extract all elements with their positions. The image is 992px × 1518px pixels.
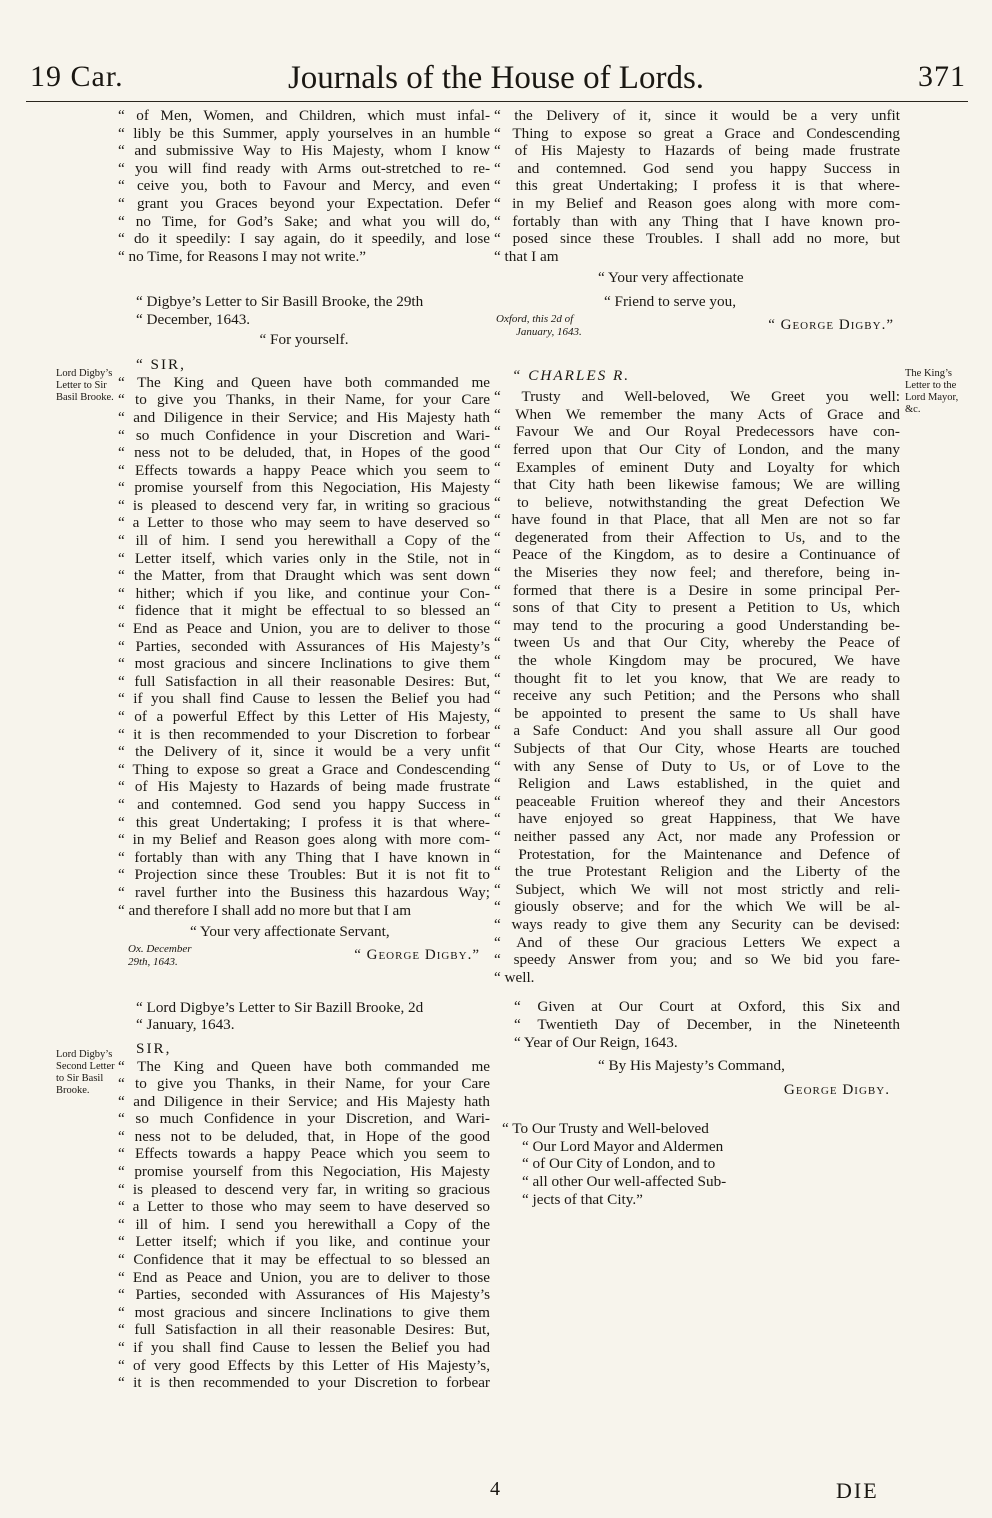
text-line: “ promise yourself from this Negociation, His Majesty bbox=[118, 479, 490, 497]
text-line: “ Year of Our Reign, 1643. bbox=[514, 1033, 678, 1051]
text-line: “ Parties, seconded with Assurances of His Majesty’s bbox=[118, 1286, 490, 1304]
text-line: “ ill of him. I send you herewithall a Copy of the bbox=[118, 532, 490, 550]
margin-note-left-1: Lord Digby’s Letter to Sir Basil Brooke. bbox=[56, 368, 114, 403]
catchword: DIE bbox=[836, 1478, 879, 1503]
text-line: “ all other Our well-affected Sub- bbox=[522, 1173, 727, 1191]
text-line: “ Projection since these Troubles: But it is not fit to bbox=[118, 866, 490, 884]
right-sign-row bbox=[494, 311, 900, 345]
text-line: “ Religion and Laws established, in the quiet and bbox=[494, 775, 900, 793]
text-line: “ so much Confidence in your Discretion and Wari- bbox=[118, 426, 490, 444]
text-line: “ Subject, which We will not most strictly and reli- bbox=[494, 880, 900, 898]
text-line: “ of His Majesty to Hazards of being made frustrate bbox=[494, 142, 900, 160]
text-line: “ thought fit to let you know, that We are ready to bbox=[494, 669, 900, 687]
letter1-date: Ox. December 29th, 1643. bbox=[128, 942, 192, 968]
text-line: “ Thing to expose so great a Grace and Condescending bbox=[118, 760, 490, 778]
margin-note-right-1: The King’s Letter to the Lord Mayor, &c. bbox=[905, 368, 959, 415]
text-line: “ the Miseries they now feel; and therefore, being in- bbox=[494, 564, 900, 582]
text-line: “ if you shall find Cause to lessen the Belief you had bbox=[118, 1339, 490, 1356]
text-line: “ this great Undertaking; I profess it is that where- bbox=[494, 177, 900, 195]
text-line: “ Letter itself, which varies only in the Stile, not in bbox=[118, 549, 490, 567]
letter1-body bbox=[118, 374, 490, 919]
text-line: “ ceive you, both to Favour and Mercy, and even bbox=[118, 177, 490, 195]
text-line: “ sons of that City to present a Petition to Us, which bbox=[494, 599, 900, 617]
text-line: “ posed since these Troubles. I shall add no more, but bbox=[494, 230, 900, 248]
letter2-body bbox=[118, 1058, 490, 1392]
text-line: “ the Delivery of it, since it would be a very unfit bbox=[494, 107, 900, 124]
royal-letter-command: “ By His Majesty’s Command, bbox=[598, 1057, 785, 1075]
text-line: “ most gracious and sincere Inclinations to give them bbox=[118, 655, 490, 673]
text-line: “ of Men, Women, and Children, which must infal- bbox=[118, 107, 490, 124]
text-line: “ most gracious and sincere Inclinations to give them bbox=[118, 1303, 490, 1321]
text-line: “ jects of that City.” bbox=[522, 1190, 643, 1208]
signature-mark: 4 bbox=[490, 1478, 500, 1500]
text-line: “ you will find ready with Arms out-stretched to re- bbox=[118, 159, 490, 177]
text-line: “ neither passed any Act, nor made any Profession or bbox=[494, 827, 900, 845]
text-line: “ ness not to be deluded, that, in Hope of the good bbox=[118, 1127, 490, 1145]
text-line: “ to believe, notwithstanding the great Defection We bbox=[494, 493, 900, 511]
text-line: “ fortably than with any Thing that I have known pro- bbox=[494, 212, 900, 230]
header-title: Journals of the House of Lords. bbox=[287, 60, 705, 96]
text-line: “ And of these Our gracious Letters We expect a bbox=[494, 933, 900, 951]
text-line: “ is pleased to descend very far, in writing so gracious bbox=[118, 1180, 490, 1198]
royal-letter-given bbox=[494, 998, 900, 1051]
text-line: “ Thing to expose so great a Grace and Condescending bbox=[494, 124, 900, 142]
text-line: “ Given at Our Court at Oxford, this Six and bbox=[514, 998, 900, 1016]
left-continuation bbox=[118, 107, 490, 265]
text-line: “ a Letter to those who may seem to have deserved so bbox=[118, 1198, 490, 1216]
text-line: “ so much Confidence in your Discretion, and Wari- bbox=[118, 1110, 490, 1128]
text-line: “ and submissive Way to His Majesty, whom I know bbox=[118, 142, 490, 160]
royal-letter-address bbox=[494, 1120, 900, 1208]
text-line: “ The King and Queen have both commanded me bbox=[118, 1057, 490, 1075]
letter1-closing: “ Your very affectionate Servant, bbox=[190, 923, 390, 941]
text-line: “ the true Protestant Religion and the Liberty of the bbox=[494, 863, 900, 881]
text-line: “ End as Peace and Union, you are to deliver to those bbox=[118, 620, 490, 638]
text-line: “ Favour We and Our Royal Predecessors have con- bbox=[494, 423, 900, 441]
header-regnal-year: 19 Car. bbox=[30, 60, 124, 93]
text-line: “ of Our City of London, and to bbox=[522, 1155, 716, 1173]
text-line: “ giously observe; and for the which We will be al- bbox=[494, 898, 900, 916]
text-line: “ and contemned. God send you happy Success in bbox=[494, 159, 900, 177]
text-line: “ in my Belief and Reason goes along with more com- bbox=[118, 831, 490, 849]
text-line: “ a Letter to those who may seem to have deserved so bbox=[118, 514, 490, 532]
text-line: “ no Time, for God’s Sake; and what you will do, bbox=[118, 212, 490, 230]
text-line: “ if you shall find Cause to lessen the Belief you had bbox=[118, 690, 490, 708]
text-line: “ grant you Graces beyond your Expectation. Defer bbox=[118, 194, 490, 212]
letter1-salutation: “ SIR, bbox=[136, 356, 186, 374]
margin-note-left-2: Lord Digby’s Second Letter to Sir Basil Brooke. bbox=[56, 1049, 115, 1096]
text-line: “ Twentieth Day of December, in the Nineteenth bbox=[514, 1015, 900, 1033]
text-line: “ full Satisfaction in all their reasonable Desires: But, bbox=[118, 672, 490, 690]
header-rule bbox=[26, 101, 968, 102]
text-line: “ it is then recommended to your Discretion to forbear bbox=[118, 725, 490, 743]
letter1-sign-row bbox=[118, 941, 490, 975]
text-line: “ a Safe Conduct: And you shall assure all Our good bbox=[494, 722, 900, 740]
text-line: “ The King and Queen have both commanded me bbox=[118, 373, 490, 391]
text-line: “ to give you Thanks, in their Name, for your Care bbox=[118, 1075, 490, 1093]
text-line: “ and contemned. God send you happy Success in bbox=[118, 795, 490, 813]
text-line: “ that City hath been likewise famous; We are willing bbox=[494, 476, 900, 494]
text-line: “ be appointed to present the same to Us shall have bbox=[494, 704, 900, 722]
royal-letter-body bbox=[494, 388, 900, 986]
left-column bbox=[118, 107, 490, 1392]
text-line: “ of very good Effects by this Letter of His Majesty’s, bbox=[118, 1356, 490, 1374]
text-line: “ may tend to the procuring a good Understanding be- bbox=[494, 616, 900, 634]
royal-letter-salutation: “ CHARLES R. bbox=[512, 366, 631, 384]
text-line: “ of a powerful Effect by this Letter of His Majesty, bbox=[118, 708, 490, 725]
royal-letter-signature: George Digby. bbox=[783, 1080, 890, 1098]
right-letter-date: Oxford, this 2d of January, 1643. bbox=[496, 312, 582, 338]
text-line: “ ness not to be deluded, that, in Hopes of the good bbox=[118, 444, 490, 462]
text-line: “ have found in that Place, that all Men are not so far bbox=[494, 511, 900, 529]
text-line: “ tween Us and that Our City, whereby the Peace of bbox=[494, 634, 900, 652]
letter2-heading: “ Lord Digbye’s Letter to Sir Bazill Brooke, 2d “ January, 1643. bbox=[136, 998, 424, 1034]
text-line: “ When We remember the many Acts of Grace and bbox=[494, 405, 900, 423]
text-line: “ fortably than with any Thing that I have known in bbox=[118, 848, 490, 866]
right-closing-2: “ Friend to serve you, bbox=[604, 292, 737, 310]
text-line: “ libly be this Summer, apply yourselves in an humble bbox=[118, 124, 490, 142]
page-header bbox=[0, 60, 992, 104]
text-line: “ Effects towards a happy Peace which you seem to bbox=[118, 461, 490, 479]
text-line: “ To Our Trusty and Well-beloved bbox=[502, 1120, 709, 1138]
text-line: “ and therefore I shall add no more but that I am bbox=[118, 901, 412, 919]
text-line: “ the Delivery of it, since it would be a very unfit bbox=[118, 743, 490, 761]
text-line: “ Parties, seconded with Assurances of His Majesty’s bbox=[118, 637, 490, 655]
text-line: “ promise yourself from this Negociation, His Majesty bbox=[118, 1163, 490, 1181]
right-letter-signature: “ George Digby.” bbox=[768, 316, 894, 333]
right-column bbox=[494, 107, 900, 1208]
right-closing-1: “ Your very affectionate bbox=[598, 269, 744, 287]
text-line: “ Protestation, for the Maintenance and Defence of bbox=[494, 845, 900, 863]
text-line: “ in my Belief and Reason goes along with more com- bbox=[494, 194, 900, 212]
text-line: “ speedy Answer from you; and so We bid you fare- bbox=[494, 951, 900, 969]
text-line: “ End as Peace and Union, you are to deliver to those bbox=[118, 1268, 490, 1286]
text-line: “ receive any such Petition; and the Persons who shall bbox=[494, 687, 900, 705]
text-line: “ of His Majesty to Hazards of being made frustrate bbox=[118, 778, 490, 796]
letter1-heading: “ Digbye’s Letter to Sir Basill Brooke, the 29th “ December, 1643. bbox=[136, 293, 424, 328]
text-line: “ to give you Thanks, in their Name, for your Care bbox=[118, 391, 490, 409]
letter2-salutation: SIR, bbox=[136, 1039, 172, 1057]
text-line: “ ill of him. I send you herewithall a Copy of the bbox=[118, 1215, 490, 1233]
text-line: “ the whole Kingdom may be procured, We have bbox=[494, 652, 900, 670]
text-line: “ no Time, for Reasons I may not write.” bbox=[118, 247, 367, 265]
text-line: “ formed that there is a Desire in some principal Per- bbox=[494, 581, 900, 599]
text-line: “ is pleased to descend very far, in writing so gracious bbox=[118, 496, 490, 514]
text-line: “ with any Sense of Duty to Us, or of Love to the bbox=[494, 757, 900, 775]
header-page-number: 371 bbox=[918, 60, 966, 93]
text-line: “ Subjects of that Our City, whose Hearts are touched bbox=[494, 740, 900, 757]
text-line: “ well. bbox=[494, 968, 535, 986]
text-line: “ degenerated from their Affection to Us, and to the bbox=[494, 528, 900, 546]
letter1-for-line: “ For yourself. bbox=[259, 330, 349, 348]
text-line: “ the Matter, from that Draught which was sent down bbox=[118, 567, 490, 585]
text-line: “ that I am bbox=[494, 247, 559, 265]
text-line: “ Effects towards a happy Peace which you seem to bbox=[118, 1145, 490, 1163]
text-line: “ ways ready to give them any Security can be devised: bbox=[494, 915, 900, 933]
text-line: “ full Satisfaction in all their reasonable Desires: But, bbox=[118, 1321, 490, 1339]
text-line: “ and Diligence in their Service; and His Majesty hath bbox=[118, 1092, 490, 1110]
text-line: “ peaceable Fruition whereof they and their Ancestors bbox=[494, 792, 900, 810]
text-line: “ Peace of the Kingdom, as to desire a Continuance of bbox=[494, 546, 900, 564]
text-line: “ do it speedily: I say again, do it speedily, and lose bbox=[118, 230, 490, 248]
text-line: “ this great Undertaking; I profess it is that where- bbox=[118, 813, 490, 831]
text-line: “ fidence that it might be effectual to so blessed an bbox=[118, 602, 490, 620]
text-line: “ Trusty and Well-beloved, We Greet you well: bbox=[494, 388, 900, 406]
text-line: “ Our Lord Mayor and Aldermen bbox=[522, 1137, 724, 1155]
right-continuation bbox=[494, 107, 900, 265]
text-line: “ hither; which if you like, and continue your Con- bbox=[118, 584, 490, 602]
letter1-signature: “ George Digby.” bbox=[354, 946, 480, 963]
text-line: “ and Diligence in their Service; and His Majesty hath bbox=[118, 408, 490, 426]
text-line: “ ravel further into the Business this hazardous Way; bbox=[118, 883, 490, 901]
text-line: “ it is then recommended to your Discretion to forbear bbox=[118, 1374, 490, 1392]
text-line: “ Confidence that it may be effectual to so blessed an bbox=[118, 1251, 490, 1269]
text-line: “ Examples of eminent Duty and Loyalty for which bbox=[494, 458, 900, 476]
text-line: “ ferred upon that Our City of London, and the many bbox=[494, 440, 900, 458]
text-line: “ Letter itself; which if you like, and continue your bbox=[118, 1233, 490, 1251]
text-line: “ have enjoyed so great Happiness, that We have bbox=[494, 810, 900, 828]
